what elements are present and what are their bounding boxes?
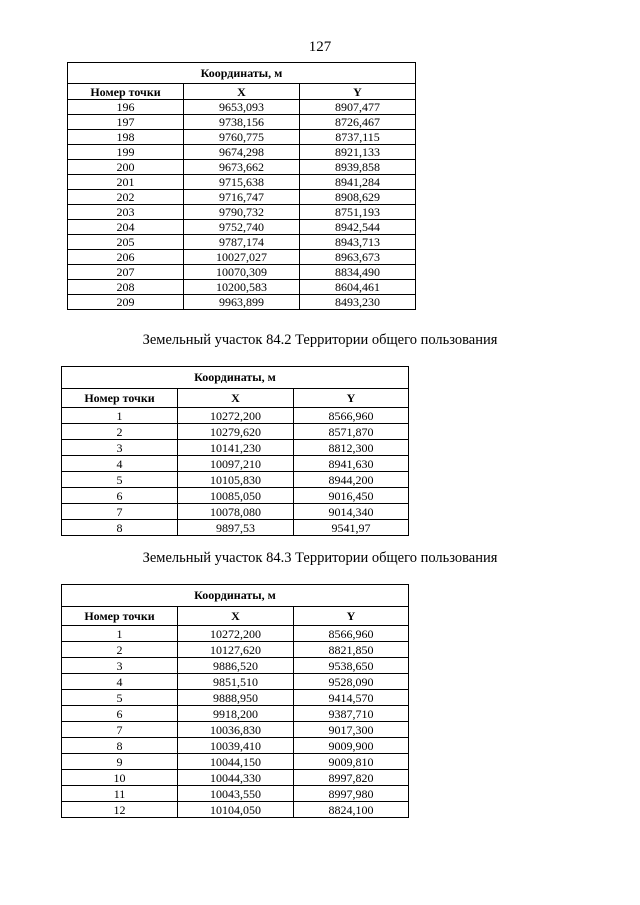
table-row [68, 145, 416, 160]
table-row [62, 626, 409, 642]
point-number-cell: 7 [62, 722, 178, 738]
y-coordinate-cell: 8907,477 [300, 100, 416, 115]
x-coordinate-cell: 10039,410 [178, 738, 294, 754]
table-row [68, 160, 416, 175]
table-row [62, 488, 409, 504]
table-row [68, 220, 416, 235]
point-number-cell: 10 [62, 770, 178, 786]
x-coordinate-cell: 10043,550 [178, 786, 294, 802]
table-row [68, 250, 416, 265]
table-row [68, 295, 416, 310]
y-coordinate-cell: 8942,544 [300, 220, 416, 235]
y-coordinate-cell: 8821,850 [294, 642, 409, 658]
x-coordinate-cell: 9963,899 [184, 295, 300, 310]
y-coordinate-cell: 8963,673 [300, 250, 416, 265]
point-number-cell: 4 [62, 674, 178, 690]
y-coordinate-cell: 9016,450 [294, 488, 409, 504]
point-number-cell: 4 [62, 456, 178, 472]
point-number-cell: 200 [68, 160, 184, 175]
table-row [62, 424, 409, 440]
table-body [62, 626, 409, 818]
y-coordinate-cell: 9009,900 [294, 738, 409, 754]
table-row [68, 175, 416, 190]
y-coordinate-cell: 8939,858 [300, 160, 416, 175]
y-coordinate-cell: 8824,100 [294, 802, 409, 818]
point-number-cell: 209 [68, 295, 184, 310]
table-row [68, 115, 416, 130]
point-number-cell: 199 [68, 145, 184, 160]
y-coordinate-cell: 8943,713 [300, 235, 416, 250]
x-coordinate-cell: 10027,027 [184, 250, 300, 265]
table-row [68, 265, 416, 280]
column-header-x: X [178, 389, 294, 408]
y-coordinate-cell: 9538,650 [294, 658, 409, 674]
y-coordinate-cell: 9414,570 [294, 690, 409, 706]
point-number-cell: 202 [68, 190, 184, 205]
x-coordinate-cell: 10044,330 [178, 770, 294, 786]
point-number-cell: 197 [68, 115, 184, 130]
point-number-cell: 5 [62, 690, 178, 706]
y-coordinate-cell: 8493,230 [300, 295, 416, 310]
x-coordinate-cell: 9886,520 [178, 658, 294, 674]
x-coordinate-cell: 9888,950 [178, 690, 294, 706]
point-number-cell: 1 [62, 626, 178, 642]
section-heading-84-3: Земельный участок 84.3 Территории общего пользования [142, 550, 498, 566]
column-header-x: X [178, 607, 294, 626]
x-coordinate-cell: 10200,583 [184, 280, 300, 295]
y-coordinate-cell: 8751,193 [300, 205, 416, 220]
table-row [62, 722, 409, 738]
point-number-cell: 3 [62, 658, 178, 674]
x-coordinate-cell: 10070,309 [184, 265, 300, 280]
y-coordinate-cell: 9017,300 [294, 722, 409, 738]
x-coordinate-cell: 10104,050 [178, 802, 294, 818]
point-number-cell: 7 [62, 504, 178, 520]
x-coordinate-cell: 9716,747 [184, 190, 300, 205]
y-coordinate-cell: 9541,97 [294, 520, 409, 536]
table-row [62, 802, 409, 818]
point-number-cell: 8 [62, 738, 178, 754]
table-row [68, 190, 416, 205]
column-header-point-number: Номер точки [62, 607, 178, 626]
coordinates-table-2 [61, 366, 409, 536]
table-row [62, 754, 409, 770]
table-body [62, 408, 409, 536]
point-number-cell: 9 [62, 754, 178, 770]
y-coordinate-cell: 9528,090 [294, 674, 409, 690]
table-row [62, 520, 409, 536]
x-coordinate-cell: 9897,53 [178, 520, 294, 536]
coordinates-table-3 [61, 584, 409, 818]
table-row [62, 504, 409, 520]
x-coordinate-cell: 9918,200 [178, 706, 294, 722]
x-coordinate-cell: 9674,298 [184, 145, 300, 160]
point-number-cell: 6 [62, 706, 178, 722]
table-row [62, 408, 409, 424]
table-row [68, 130, 416, 145]
table-row [62, 642, 409, 658]
table-row [62, 738, 409, 754]
y-coordinate-cell: 8571,870 [294, 424, 409, 440]
point-number-cell: 208 [68, 280, 184, 295]
point-number-cell: 1 [62, 408, 178, 424]
x-coordinate-cell: 10272,200 [178, 408, 294, 424]
x-coordinate-cell: 10141,230 [178, 440, 294, 456]
table-caption: Координаты, м [62, 367, 409, 389]
x-coordinate-cell: 9653,093 [184, 100, 300, 115]
y-coordinate-cell: 8944,200 [294, 472, 409, 488]
table-row [62, 690, 409, 706]
y-coordinate-cell: 8812,300 [294, 440, 409, 456]
x-coordinate-cell: 9760,775 [184, 130, 300, 145]
x-coordinate-cell: 9715,638 [184, 175, 300, 190]
table-row [68, 235, 416, 250]
point-number-cell: 6 [62, 488, 178, 504]
point-number-cell: 5 [62, 472, 178, 488]
point-number-cell: 11 [62, 786, 178, 802]
table-row [62, 706, 409, 722]
y-coordinate-cell: 8941,284 [300, 175, 416, 190]
point-number-cell: 196 [68, 100, 184, 115]
x-coordinate-cell: 9851,510 [178, 674, 294, 690]
column-header-x: X [184, 84, 300, 100]
x-coordinate-cell: 10272,200 [178, 626, 294, 642]
y-coordinate-cell: 8997,820 [294, 770, 409, 786]
x-coordinate-cell: 10279,620 [178, 424, 294, 440]
x-coordinate-cell: 9752,740 [184, 220, 300, 235]
point-number-cell: 204 [68, 220, 184, 235]
table-row [68, 100, 416, 115]
x-coordinate-cell: 10105,830 [178, 472, 294, 488]
table-body [68, 100, 416, 310]
x-coordinate-cell: 9790,732 [184, 205, 300, 220]
x-coordinate-cell: 10078,080 [178, 504, 294, 520]
table-row [62, 472, 409, 488]
y-coordinate-cell: 8997,980 [294, 786, 409, 802]
table-row [62, 440, 409, 456]
table-caption: Координаты, м [68, 63, 416, 84]
column-header-y: Y [294, 389, 409, 408]
y-coordinate-cell: 9014,340 [294, 504, 409, 520]
x-coordinate-cell: 10036,830 [178, 722, 294, 738]
table-row [62, 770, 409, 786]
table-row [62, 674, 409, 690]
x-coordinate-cell: 10097,210 [178, 456, 294, 472]
table-caption: Координаты, м [62, 585, 409, 607]
y-coordinate-cell: 8566,960 [294, 408, 409, 424]
section-heading-84-2: Земельный участок 84.2 Территории общего пользования [142, 332, 498, 348]
column-header-y: Y [300, 84, 416, 100]
table-row [62, 786, 409, 802]
point-number-cell: 206 [68, 250, 184, 265]
y-coordinate-cell: 8566,960 [294, 626, 409, 642]
y-coordinate-cell: 8737,115 [300, 130, 416, 145]
point-number-cell: 8 [62, 520, 178, 536]
page-number: 127 [308, 39, 332, 55]
point-number-cell: 198 [68, 130, 184, 145]
x-coordinate-cell: 10127,620 [178, 642, 294, 658]
y-coordinate-cell: 8941,630 [294, 456, 409, 472]
column-header-point-number: Номер точки [68, 84, 184, 100]
column-header-y: Y [294, 607, 409, 626]
column-header-point-number: Номер точки [62, 389, 178, 408]
y-coordinate-cell: 8908,629 [300, 190, 416, 205]
table-row [62, 658, 409, 674]
y-coordinate-cell: 8604,461 [300, 280, 416, 295]
point-number-cell: 2 [62, 424, 178, 440]
x-coordinate-cell: 10044,150 [178, 754, 294, 770]
y-coordinate-cell: 9009,810 [294, 754, 409, 770]
x-coordinate-cell: 10085,050 [178, 488, 294, 504]
point-number-cell: 2 [62, 642, 178, 658]
y-coordinate-cell: 8834,490 [300, 265, 416, 280]
point-number-cell: 207 [68, 265, 184, 280]
x-coordinate-cell: 9673,662 [184, 160, 300, 175]
table-row [68, 280, 416, 295]
point-number-cell: 205 [68, 235, 184, 250]
x-coordinate-cell: 9787,174 [184, 235, 300, 250]
table-row [68, 205, 416, 220]
x-coordinate-cell: 9738,156 [184, 115, 300, 130]
point-number-cell: 201 [68, 175, 184, 190]
y-coordinate-cell: 8921,133 [300, 145, 416, 160]
y-coordinate-cell: 8726,467 [300, 115, 416, 130]
y-coordinate-cell: 9387,710 [294, 706, 409, 722]
coordinates-table-1 [67, 62, 416, 310]
point-number-cell: 3 [62, 440, 178, 456]
table-row [62, 456, 409, 472]
point-number-cell: 203 [68, 205, 184, 220]
point-number-cell: 12 [62, 802, 178, 818]
